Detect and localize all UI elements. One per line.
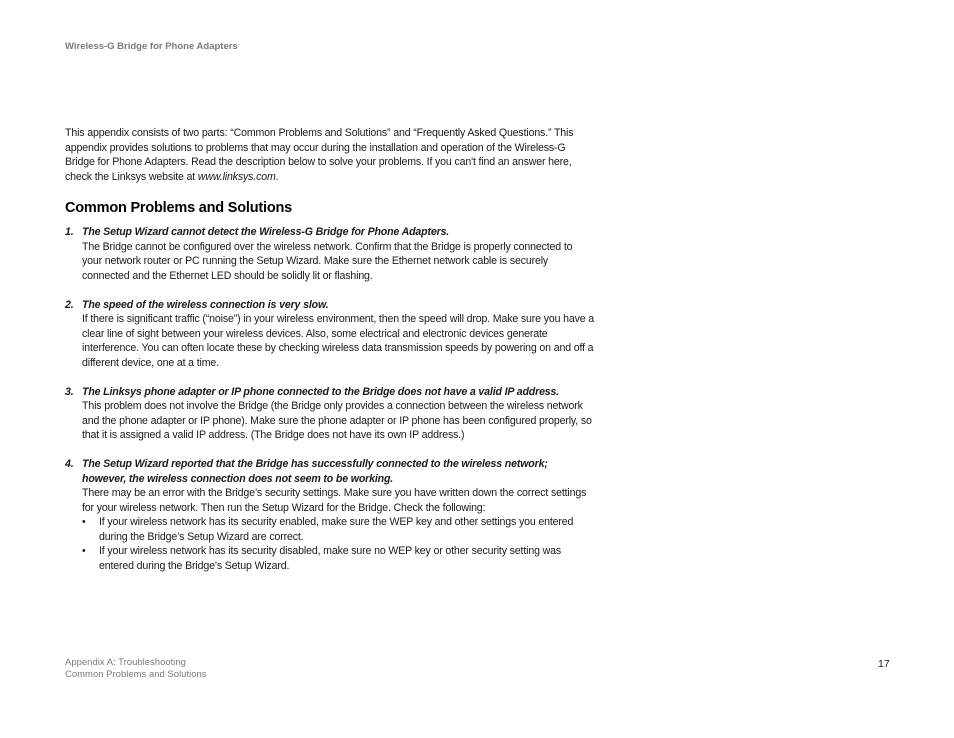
bullet-text: If your wireless network has its security disabled, make sure no WEP key or other security setting was entered during the Bridge’s Setup Wizard. [99, 545, 562, 572]
footer-line-section: Common Problems and Solutions [65, 669, 207, 680]
footer-line-appendix: Appendix A: Troubleshooting [65, 657, 186, 668]
section-title: Common Problems and Solutions [65, 200, 293, 216]
page-content [65, 126, 595, 588]
item-question [82, 298, 595, 313]
problem-item-3 [65, 385, 595, 443]
bullet-item [82, 515, 595, 544]
question-line: however, the wireless connection does not seem to be working. [82, 472, 394, 485]
item-number: 4. [65, 458, 74, 470]
question-line: The speed of the wireless connection is very slow. [82, 298, 329, 311]
item-number: 3. [65, 385, 74, 398]
item-number: 2. [65, 298, 74, 311]
item-question [82, 457, 595, 486]
bullet-text: If your wireless network has its security enabled, make sure the WEP key and other settings you entered during the Bridge’s Setup Wizard are correct. [99, 516, 574, 543]
bullet-item [82, 544, 595, 573]
website-link: www.linksys.com [197, 170, 276, 183]
intro-text-end: . [275, 170, 279, 183]
question-line: The Setup Wizard cannot detect the Wireless-G Bridge for Phone Adapters. [82, 226, 450, 238]
problem-item-4 [65, 457, 595, 573]
item-answer: There may be an error with the Bridge’s security settings. Make sure you have written down the correct settings for your wireless network. Then run the Setup Wizard for the Bridge. Check the following: [82, 487, 587, 514]
bullet-icon: • [82, 516, 86, 528]
running-footer [65, 657, 207, 681]
page-number: 17 [878, 658, 890, 670]
item-number: 1. [65, 226, 74, 238]
running-header: Wireless-G Bridge for Phone Adapters [65, 41, 238, 52]
problem-item-2 [65, 298, 595, 371]
item-answer: If there is significant traffic (“noise”) in your wireless environment, then the speed will drop. Make sure you have a clear line of sight between your wireless devices. Also, some electrical and electronic devices generate interference. You can often locate these by checking wireless data transmission speeds by powering on and off a different device, one at a time. [82, 313, 595, 369]
problem-item-1 [65, 225, 595, 283]
intro-paragraph [65, 126, 595, 184]
question-line: The Linksys phone adapter or IP phone connected to the Bridge does not have a valid IP address. [82, 385, 560, 398]
intro-text: This appendix consists of two parts: “Common Problems and Solutions” and “Frequently Asked Questions.” This appendix provides solutions to problems that may occur during the installation and operation of the Wireless-G Bridge for Phone Adapters. Read the description below to solve your problems. If you can't find an answer here, check the Linksys website at [65, 127, 574, 183]
item-question [82, 225, 595, 240]
bullet-list [82, 515, 595, 573]
bullet-icon: • [82, 545, 86, 557]
question-line: The Setup Wizard reported that the Bridge has successfully connected to the wireless network; [82, 458, 548, 470]
item-answer: This problem does not involve the Bridge (the Bridge only provides a connection between the wireless network and the phone adapter or IP phone). Make sure the phone adapter or IP phone has been configured properly, so that it is assigned a valid IP address. (The Bridge does not have its own IP address.) [82, 400, 592, 441]
item-answer: The Bridge cannot be configured over the wireless network. Confirm that the Bridge is properly connected to your network router or PC running the Setup Wizard. Make sure the Ethernet network cable is securely connected and the Ethernet LED should be solidly lit or flashing. [82, 240, 573, 282]
item-question [82, 385, 595, 400]
